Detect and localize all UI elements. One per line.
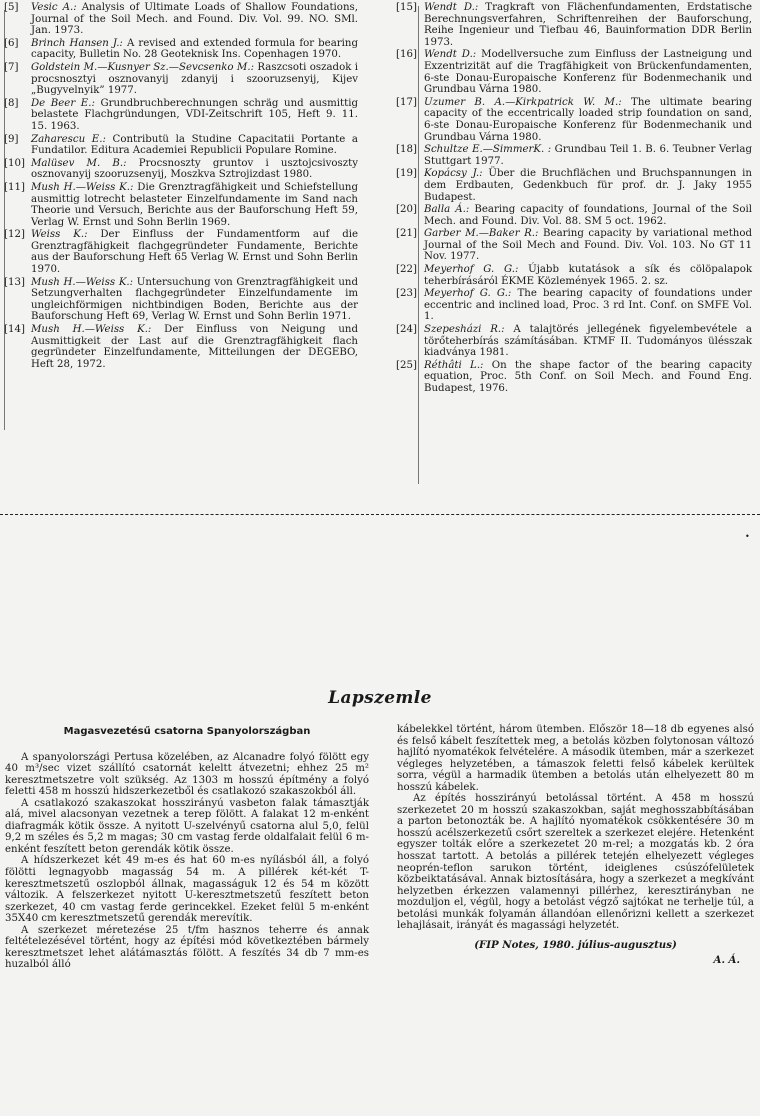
reference-text: A revised and extended formula for bearing capacity, Bulletin No. 28 Geoteknisk Ins. Copenhagen 1970.: [31, 37, 358, 61]
article-column-left: [5, 724, 369, 971]
reference-author: Brinch Hansen J.:: [31, 37, 123, 49]
reference-author: Garber M.—Baker R.:: [424, 228, 539, 240]
reference-text: Die Grenztragfähigkeit und Schiefstellung ausmittig lotrecht belasteter Einzelfundamente im Sand nach Theorie und Versuch, Berichte aus der Bauforschung Heft 59, Verlag W. Ernst und Sohn Berlin 1969.: [31, 181, 359, 228]
reference-text: Tragkraft von Flächenfundamenten, Erdstatische Berechnungsverfahren, Schriftenreihen der Bauforschung, Reihe Ingenieur und Tiefbau 46, Bauinformation DDR Berlin 1973.: [424, 2, 752, 48]
reference-author: Szepesházi R.:: [424, 324, 505, 336]
article-title: Magasvezetésű csatorna Spanyolországban: [63, 726, 311, 737]
reference-text: Der Einfluss der Fundamentform auf die Grenztragfähigkeit flachgegründeter Fundamente, Berichte aus der Bauforschung Heft 65 Verlag W. Ernst und Sohn Berlin 1970.: [31, 229, 359, 276]
reference-text: Grundbau Teil 1. B. 6. Teubner Verlag Stuttgart 1977.: [424, 144, 752, 167]
reference-text: The ultimate bearing capacity of the eccentrically loaded strip foundation on sand, 6-ste Donau-Europaische Konferenz für Bodenmechanik und Grundbau Várna 1980.: [424, 96, 753, 143]
reference-author: Malüsev M. B.:: [31, 157, 127, 169]
article-signature: A. Á.: [713, 954, 740, 967]
article-source: (FIP Notes, 1980. július-augusztus): [474, 938, 677, 951]
reference-item: [396, 264, 752, 287]
reference-number: [12]: [4, 229, 25, 241]
reference-text: Analysis of Ultimate Loads of Shallow Foundations, Journal of the Soil Mech. and Found. Div. Vol. 99. NO. SMl. Jan. 1973.: [31, 2, 358, 37]
reference-author: Wendt D.:: [424, 2, 479, 13]
reference-text: Procsnoszty gruntov i usztojcsivoszty osznovanyij szooruzsenyij, Moszkva Sztrojizdast 1980.: [31, 157, 358, 181]
reference-text: Der Einfluss von Neigung und Ausmittigkeit der Last auf die Grenztragfähigkeit flach gegründeter Einzelfundamente, Mitteilungen der DEGEBO, Heft 28, 1972.: [31, 324, 358, 370]
reference-item: [396, 168, 752, 203]
reference-column-left: [4, 2, 358, 371]
reference-author: Meyerhof G. G.:: [424, 264, 519, 276]
print-speck: •: [745, 532, 750, 541]
reference-author: Balla Á.:: [424, 204, 470, 216]
article-column-right: [397, 724, 754, 967]
reference-item: [4, 182, 358, 228]
reference-author: Wendt D.:: [424, 49, 477, 61]
reference-text: Újabb kutatások a sík és cölöpalapok teherbírásáról ÉKME Közlemények 1965. 2. sz.: [424, 264, 752, 287]
reference-author: Zaharescu E.:: [31, 133, 106, 145]
reference-author: Mush H.—Weiss K.:: [31, 181, 134, 193]
reference-number: [16]: [396, 49, 417, 61]
reference-item: [396, 49, 752, 95]
reference-number: [9]: [4, 133, 19, 145]
reference-number: [21]: [396, 228, 417, 240]
reference-item: [4, 2, 358, 37]
reference-text: Contributü la Studine Capacitatii Portante a Fundatilor. Editura Academiei Republicii Populare Romine.: [31, 133, 359, 157]
reference-item: [396, 228, 752, 263]
reference-author: Réthâti L.:: [424, 359, 484, 371]
reference-number: [23]: [396, 288, 417, 300]
reference-item: [4, 38, 358, 61]
reference-author: Kopácsy J.:: [424, 168, 483, 180]
reference-number: [19]: [396, 168, 417, 180]
reference-number: [15]: [396, 2, 417, 13]
reference-list: [0, 2, 760, 492]
reference-item: [396, 144, 752, 167]
reference-column-right: [396, 2, 752, 396]
article-paragraph: kábelekkel történt, három ütemben. Először 18—18 db egyenes alsó és felső kábelt feszítettek meg, a betolás közben folytonosan változó hajlító nyomatékok felvételére. A második ütemben, már a szerkezet végleges helyzetében, a támaszok feletti felső kábelek kerültek sorra, végül a harmadik ütemben a betolás után elhelyezett 80 m hosszú kábelek.: [397, 724, 754, 793]
section-title: Lapszemle: [328, 688, 432, 708]
reference-item: [4, 158, 358, 181]
reference-author: De Beer E.:: [31, 97, 95, 109]
reference-number: [5]: [4, 2, 19, 13]
reference-author: Goldstein M.—Kusnyer Sz.—Sevcsenko M.:: [31, 61, 255, 73]
reference-text: Raszcsoti oszadok i procsnosztyi osznovanyij zdanyij i szooruzsenyij, Kijev „Bugyvelnyik” 1977.: [31, 61, 358, 97]
reference-text: The bearing capacity of foundations under eccentric and inclined load, Proc. 3 rd Int. Conf. on SMFE Vol. 1.: [424, 288, 752, 323]
reference-text: Untersuchung von Grenztragfähigkeit und Setzungverhalten flachgegründeter Einzelfundamente im ungleichförmigen nichtbindigen Boden, Berichte aus der Bauforschung Heft 69, Verlag W. Ernst und Sohn Berlin 1971.: [31, 276, 358, 323]
article-paragraph: A szerkezet méretezése 25 t/fm hasznos teherre és annak feltételezésével történt, hogy az építési mód következtében bármely keresztmetszet lehet alátámasztás fölött. A feszítés 34 db 7 mm-es huzalból álló: [5, 924, 369, 971]
reference-text: Über die Bruchflächen und Bruchspannungen in dem Erdbauten, Gedenkbuch für prof. dr. J. Jaky 1955 Budapest.: [424, 168, 752, 203]
reference-text: Modellversuche zum Einfluss der Lastneigung und Exzentrizität auf die Tragfähigkeit von Brückenfundamenten, 6-ste Donau-Europaische Konferenz für Bodenmechanik und Grundbau Várna 1980.: [424, 49, 752, 96]
reference-item: [396, 360, 752, 395]
reference-item: [4, 134, 358, 157]
reference-text: Bearing capacity of foundations, Journal of the Soil Mech. and Found. Div. Vol. 88. SM 5 oct. 1962.: [424, 204, 752, 227]
reference-number: [6]: [4, 37, 19, 49]
reference-number: [13]: [4, 276, 25, 288]
reference-text: Grundbruchberechnungen schräg und ausmittig belastete Flachgründungen, VDI-Zeitschrift 105, Heft 9. 11. 15. 1963.: [31, 97, 358, 132]
reference-number: [24]: [396, 324, 417, 336]
reference-text: On the shape factor of the bearing capacity equation, Proc. 5th Conf. on Soil Mech. and Found Eng. Budapest, 1976.: [424, 359, 752, 394]
reference-item: [396, 288, 752, 323]
reference-number: [17]: [396, 96, 417, 108]
article-paragraph: A hídszerkezet két 49 m-es és hat 60 m-es nyílásból áll, a folyó fölötti legnagyobb magasság 54 m. A pillérek két-két T-keresztmetszetű oszlopból állnak, magasságuk 12 és 54 m között változik. A felszerkezet nyitott U-keresztmetszetű feszített beton szerkezet, 40 cm vastag ferde gerincekkel. Ezeket felül 5 m-enként 35X40 cm keresztmetszetű gerendák merevítik.: [5, 855, 369, 925]
article-paragraph: A spanyolországi Pertusa közelében, az Alcanadre folyó fölött egy 40 m³/sec vizet szállító csatornát keleltt átvezetni; ehhez 25 m² keresztmetszetre volt szükség. Az 1303 m hosszú építmény a folyó feletti 458 m hosszú hidszerkezetből és csatlakozó szakaszokból áll.: [5, 751, 369, 798]
reference-number: [20]: [396, 204, 417, 216]
reference-item: [4, 324, 358, 370]
reference-number: [22]: [396, 264, 417, 276]
reference-number: [7]: [4, 61, 19, 73]
reference-author: Vesic A.:: [31, 2, 77, 13]
article-paragraph: A csatlakozó szakaszokat hosszirányú vasbeton falak támasztják alá, mivel alacsonyan vezetnek a terep fölött. A falakat 12 m-enként diafragmák kötik össze. A nyitott U-szelvényű csatorna alul 5,0, felül 9,2 m széles és 5,2 m magas; 30 cm vastag ferde oldalfalait felül 6 m-enként feszített beton gerendák kötik össze.: [5, 797, 369, 855]
reference-text: A talajtörés jellegének figyelembevétele a törőteherbírás számításában. KTMF II. Tudományos ülésszak kiadványa 1981.: [424, 324, 752, 359]
reference-number: [8]: [4, 97, 19, 109]
reference-author: Mush H.—Weiss K.:: [31, 276, 134, 288]
reference-number: [11]: [4, 181, 25, 193]
reference-item: [396, 2, 752, 48]
reference-item: [4, 229, 358, 275]
reference-item: [396, 204, 752, 227]
reference-item: [396, 97, 752, 143]
reference-author: Weiss K.:: [31, 229, 88, 241]
article-paragraph: Az építés hosszirányú betolással történt. A 458 m hosszú szerkezetet 20 m hosszú szakaszokban, saját meghosszabbításában a parton betonozták be. A hajlító nyomatékok csökkentésére 30 m hosszú acélszerkezetű csőrt szereltek a szerkezet elejére. Hetenként egyszer tolták előre a szerkezetet 20 m-rel; a mozgatás kb. 2 óra hosszat tartott. A betolás a pillérek tetején elhelyezett végleges neoprén-teflon sarukon történt, ideiglenes csúszófelületek közbeiktatásával. Annak biztosítására, hogy a szerkezet a megkívánt helyzetben érkezzen valamennyi pillérhez, keresztirányban ne mozduljon el, végül, hogy a betolást végző sajtókat ne terhelje túl, a betolási munkák folyamán állandóan ellenőrizni kellett a szerkezet lehajlásait, irányát és magassági helyzetét.: [397, 793, 754, 932]
reference-item: [396, 324, 752, 359]
reference-item: [4, 98, 358, 133]
reference-author: Meyerhof G. G.:: [424, 288, 512, 300]
reference-number: [25]: [396, 359, 417, 371]
reference-author: Mush H.—Weiss K.:: [31, 324, 152, 336]
reference-author: Uzumer B. A.—Kirkpatrick W. M.:: [424, 96, 622, 108]
reference-item: [4, 62, 358, 97]
reference-item: [4, 277, 358, 323]
section-divider: [0, 514, 760, 515]
reference-number: [10]: [4, 157, 25, 169]
reference-text: Bearing capacity by variational method Journal of the Soil Mech and Found. Div. Vol. 103. No GT 11 Nov. 1977.: [424, 228, 753, 263]
reference-author: Schultze E.—SimmerK. :: [424, 144, 552, 156]
reference-number: [14]: [4, 324, 25, 336]
reference-number: [18]: [396, 144, 417, 156]
